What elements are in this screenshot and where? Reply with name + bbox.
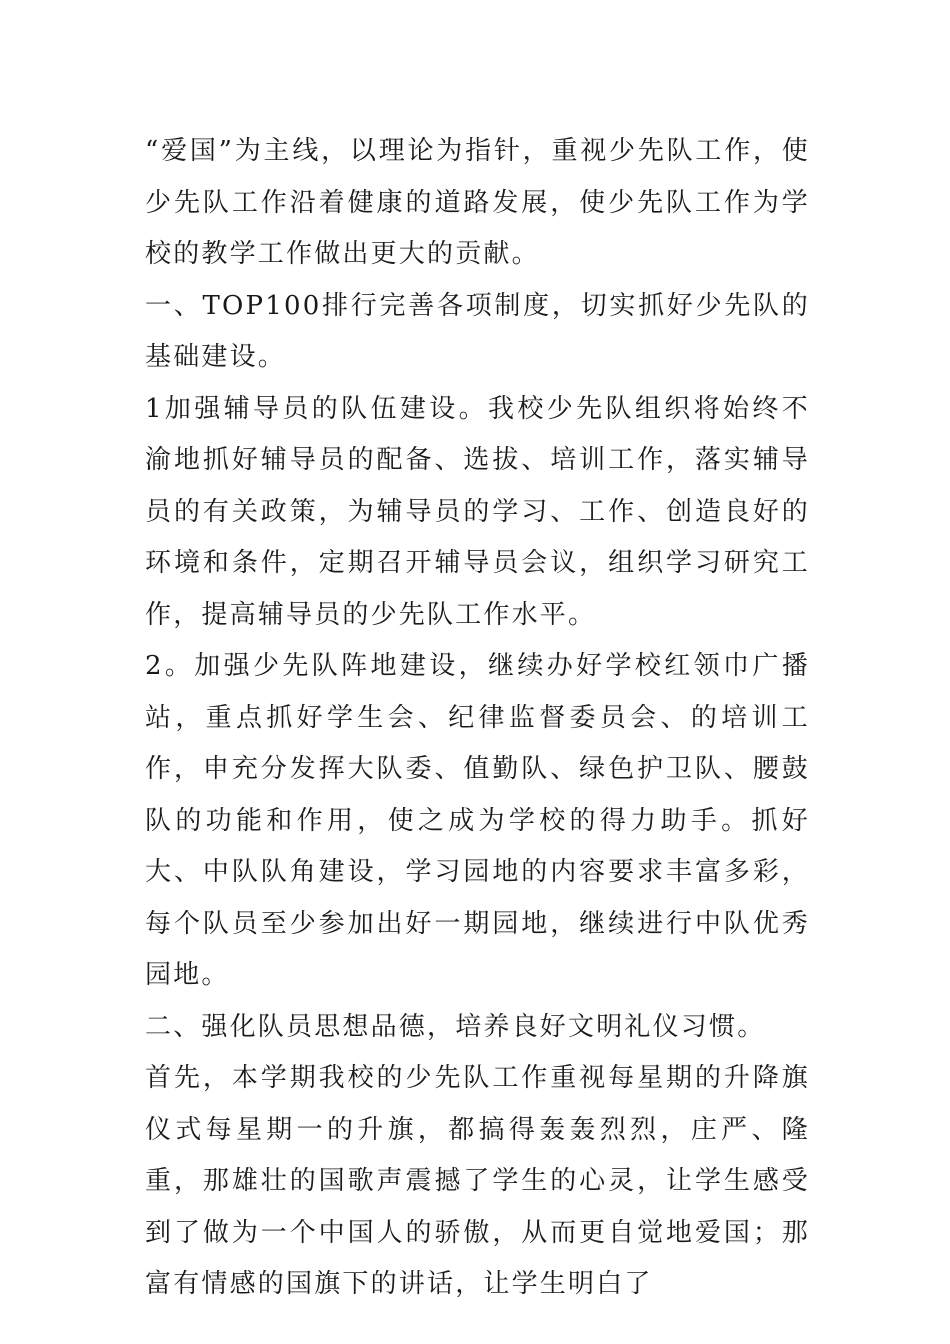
paragraph-flag-ceremony: 首先，本学期我校的少先队工作重视每星期的升降旗仪式每星期一的升旗，都搞得轰轰烈烈，庄严、隆重，那雄壮的国歌声震撼了学生的心灵，让学生感受到了做为一个中国人的骄傲，从而更自觉地爱国；那富有情感的国旗下的讲话，让学生明白了: [145, 1063, 810, 1299]
paragraph-item-1: 1加强辅导员的队伍建设。我校少先队组织将始终不渝地抓好辅导员的配备、选拔、培训工作，落实辅导员的有关政策，为辅导员的学习、工作、创造良好的环境和条件，定期召开辅导员会议，组织学习研究工作，提高辅导员的少先队工作水平。: [145, 393, 810, 630]
section-heading-2: 二、强化队员思想品德，培养良好文明礼仪习惯。: [145, 1011, 766, 1042]
paragraph-item-2: 2。加强少先队阵地建设，继续办好学校红领巾广播站，重点抓好学生会、纪律监督委员会、的培训工作，申充分发挥大队委、值勤队、绿色护卫队、腰鼓队的功能和作用，使之成为学校的得力助手。抓好大、中队队角建设，学习园地的内容要求丰富多彩，每个队员至少参加出好一期园地，继续进行中队优秀园地。: [145, 651, 810, 990]
document-body: [145, 126, 810, 1311]
paragraph-intro: “爱国”为主线，以理论为指针，重视少先队工作，使少先队工作沿着健康的道路发展，使少先队工作为学校的教学工作做出更大的贡献。: [145, 136, 810, 269]
section-heading-1: 一、TOP100排行完善各项制度，切实抓好少先队的基础建设。: [145, 290, 810, 372]
